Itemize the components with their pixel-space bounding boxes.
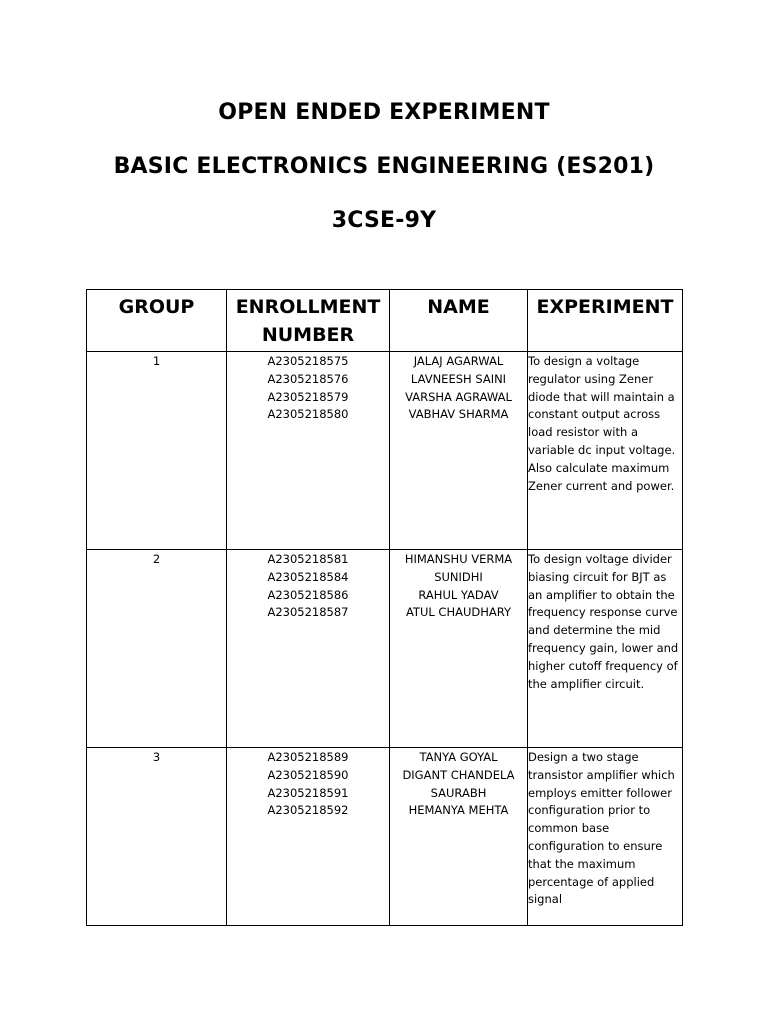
enrollment-number: A2305218591 (267, 785, 349, 800)
group-number: 3 (87, 748, 227, 926)
table-row (87, 748, 683, 926)
member-name: VABHAV SHARMA (408, 407, 509, 422)
member-name: HEMANYA MEHTA (408, 803, 509, 818)
member-name: SAURABH (430, 785, 487, 800)
table-row (87, 352, 683, 550)
group-number: 2 (87, 550, 227, 748)
column-header-name: NAME (390, 290, 528, 352)
enrollment-number: A2305218584 (267, 569, 349, 584)
enrollment-number: A2305218587 (267, 605, 349, 620)
experiment-cell (528, 550, 683, 748)
document-title: OPEN ENDED EXPERIMENT (218, 100, 550, 125)
member-name: TANYA GOYAL (419, 750, 498, 764)
member-name: RAHUL YADAV (418, 587, 499, 602)
enrollment-number: A2305218589 (267, 750, 349, 764)
enrollment-number: A2305218580 (267, 407, 349, 422)
group-number: 1 (87, 352, 227, 550)
enrollment-number: A2305218592 (267, 803, 349, 818)
member-name: VARSHA AGRAWAL (405, 389, 512, 404)
member-name: DIGANT CHANDELA (402, 767, 515, 782)
member-name: HIMANSHU VERMA (404, 552, 513, 566)
document-title-block (0, 86, 768, 248)
enrollment-number: A2305218581 (267, 552, 349, 566)
experiment-table (86, 289, 683, 926)
class-section: 3CSE-9Y (331, 208, 437, 233)
experiment-cell (528, 748, 683, 926)
table-header-row (87, 290, 683, 352)
enrollment-list (227, 550, 390, 748)
enrollment-number: A2305218576 (267, 371, 349, 386)
column-header-experiment: EXPERIMENT (528, 290, 683, 352)
experiment-cell (528, 352, 683, 550)
enrollment-number: A2305218586 (267, 587, 349, 602)
member-name: ATUL CHAUDHARY (405, 605, 512, 620)
course-title: BASIC ELECTRONICS ENGINEERING (ES201) (113, 154, 655, 179)
table-row (87, 550, 683, 748)
experiment-description: To design a voltage regulator using Zener diode that will maintain a constant output across load resistor with a variable dc input voltage. Also calculate maximum Zener current and power. (528, 354, 676, 493)
experiment-description: To design voltage divider biasing circuit for BJT as an amplifier to obtain the frequency response curve and determine the mid frequency gain, lower and higher cutoff frequency of the amplifier circuit. (528, 552, 679, 691)
member-name: LAVNEESH SAINI (410, 371, 507, 386)
member-names (390, 748, 528, 926)
enrollment-list (227, 352, 390, 550)
enrollment-number: A2305218590 (267, 767, 349, 782)
enrollment-number: A2305218575 (267, 354, 349, 368)
enrollment-number: A2305218579 (267, 389, 349, 404)
column-header-enrollment: ENROLLMENT NUMBER (227, 290, 390, 352)
experiment-description: Design a two stage transistor amplifier which employs emitter follower configuration prior to common base configuration to ensure that the maximum percentage of applied signal (528, 750, 675, 907)
enrollment-list (227, 748, 390, 926)
column-header-group: GROUP (87, 290, 227, 352)
member-names (390, 352, 528, 550)
member-name: JALAJ AGARWAL (413, 354, 504, 368)
member-names (390, 550, 528, 748)
member-name: SUNIDHI (434, 569, 483, 584)
